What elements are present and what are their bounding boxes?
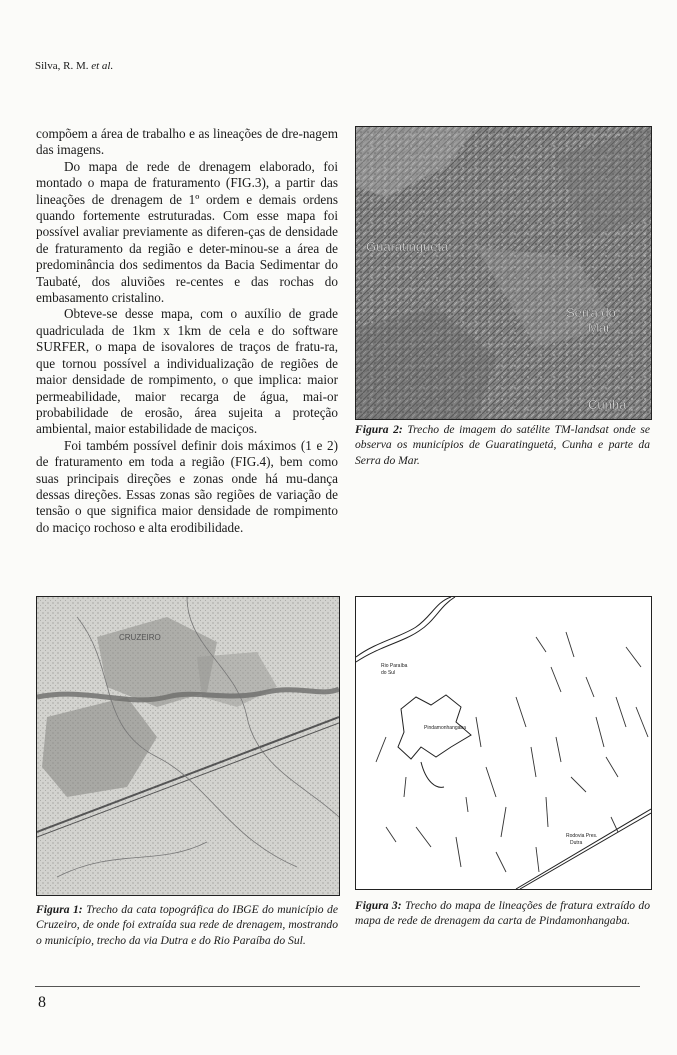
figure-2-label: Figura 2: [355, 423, 403, 436]
paragraph-1: compõem a área de trabalho e as lineações de dre-nagem das imagens. [36, 126, 338, 158]
figure-1-text: Trecho da cata topográfica do IBGE do município de Cruzeiro, de onde foi extraída sua rede de drenagem, mostrando o município, trecho da via Dutra e do Rio Paraíba do Sul. [36, 903, 338, 947]
figure-2-image [355, 126, 652, 420]
header-etal: et al. [91, 60, 114, 72]
figure-2-text: Trecho de imagem do satélite TM-landsat onde se observa os municípios de Guaratinguetá, Cunha e parte da Serra do Mar. [355, 423, 650, 467]
header-authors: Silva, R. M. [35, 60, 89, 72]
fracture-map [356, 597, 651, 889]
figure-1-caption [36, 902, 338, 948]
figure-3-text: Trecho do mapa de lineações de fratura extraído do mapa de rede de drenagem da carta de Pindamonhangaba. [355, 899, 650, 928]
label-guaratingueta: Guaratinguetá [366, 239, 449, 254]
label-serra-do-mar-2: Mar [588, 320, 611, 335]
label-rodovia-2: Dutra [570, 840, 583, 846]
figure-1-label: Figura 1: [36, 903, 83, 916]
paragraph-4: Foi também possível definir dois máximos (1 e 2) de fraturamento em toda a região (FIG.4), bem como suas principais direções e zonas onde há mu-dança dessas direções. Essas zonas são regiões de variação de tensão o que significa maior densidade de rompimento do maciço rochoso e alta erodibilidade. [36, 437, 338, 535]
running-header [35, 60, 113, 72]
figure-3-label: Figura 3: [355, 899, 402, 912]
label-rio-paraiba-2: do Sul [381, 670, 396, 676]
label-rio-paraiba-1: Rio Paraíba [381, 663, 408, 669]
paragraph-3: Obteve-se desse mapa, com o auxílio de grade quadriculada de 1km x 1km de cela e do software SURFER, o mapa de isovalores de traços de fratu-ra, que tornou possível a individualização de regiões de maior densidade de rompimento, o que implica: maior permeabilidade, maior recarga de água, mai-or probabilidade de erosão, área sujeita a proteção ambiental, maior estabilidade de maciços. [36, 306, 338, 437]
figure-1-image [36, 596, 340, 896]
label-serra-do-mar-1: Serra do [566, 305, 616, 320]
label-cruzeiro: CRUZEIRO [119, 633, 161, 642]
body-text [36, 126, 338, 536]
satellite-image [356, 127, 651, 419]
label-pindamonhangaba: Pindamonhangaba [424, 725, 466, 731]
label-rodovia-1: Rodovia Pres. [566, 833, 598, 839]
figure-2-caption [355, 422, 650, 468]
footer-rule [35, 986, 640, 987]
page-number: 8 [38, 994, 46, 1011]
paragraph-2: Do mapa de rede de drenagem elaborado, foi montado o mapa de fraturamento (FIG.3), a partir das lineações de drenagem de 1º ordem e demais ordens quando fortemente estruturadas. Com esse mapa foi possível avaliar previamente as diferen-ças de densidade de fraturamento da região e deter-minou-se a área de predominância dos sedimentos da Bacia Sedimentar do Taubaté, dos aluviões re-centes e das rochas do embasamento cristalino. [36, 158, 338, 306]
label-cunha: Cunha [588, 397, 627, 412]
topographic-map [37, 597, 339, 895]
figure-3-caption [355, 898, 650, 929]
figure-3-image [355, 596, 652, 890]
